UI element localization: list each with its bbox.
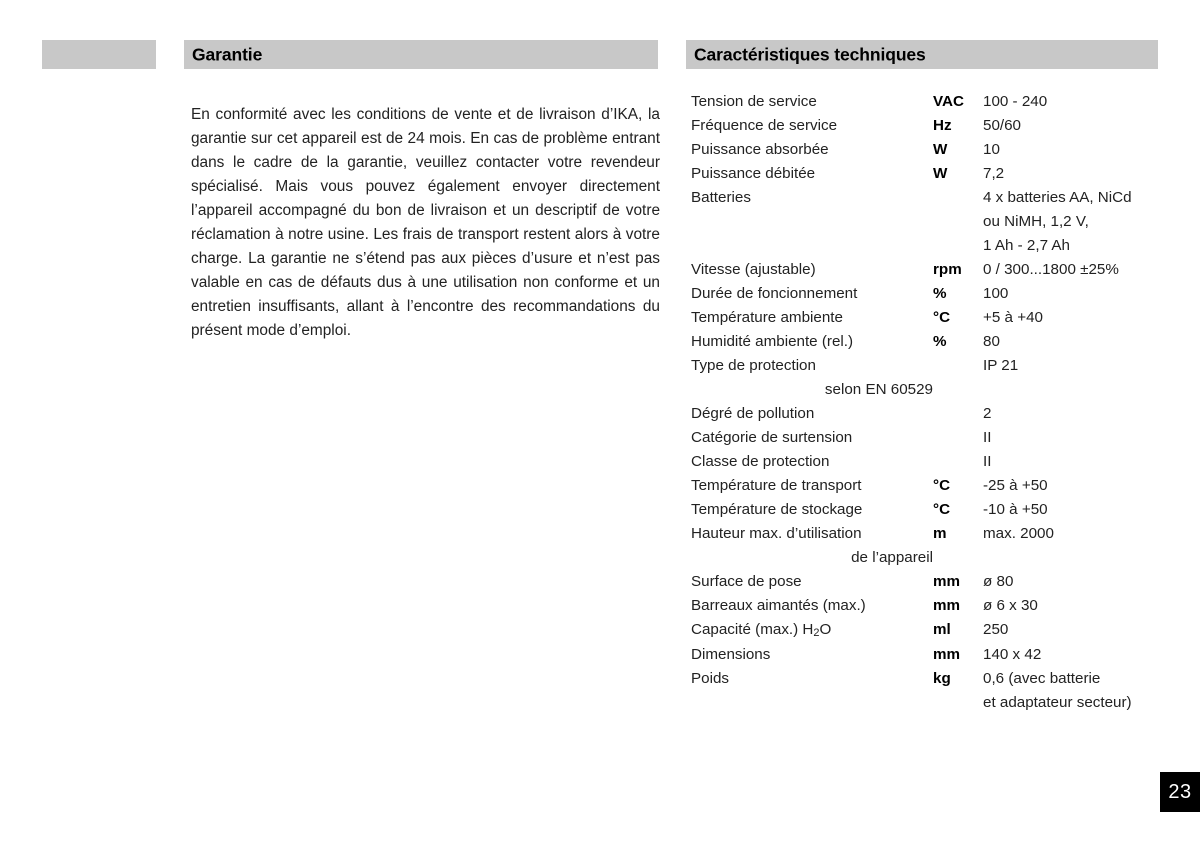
spec-label: Batteries [691, 189, 751, 206]
spec-value [983, 282, 1171, 306]
spec-unit: % [933, 285, 947, 302]
spec-value [983, 498, 1171, 522]
spec-value-line: 100 - 240 [983, 93, 1048, 110]
spec-value-line: 250 [983, 621, 1009, 638]
spec-unit: Hz [933, 117, 952, 134]
spec-unit: W [933, 165, 948, 182]
spec-unit: VAC [933, 93, 964, 110]
spec-row [691, 90, 1171, 114]
spec-row [691, 426, 1171, 450]
spec-row [691, 138, 1171, 162]
spec-value-line: ou NiMH, 1,2 V, [983, 213, 1089, 230]
spec-row [691, 378, 1171, 402]
spec-value-line: II [983, 453, 992, 470]
spec-value-line: II [983, 429, 992, 446]
spec-value-line: 0 / 300...1800 ±25% [983, 261, 1119, 278]
spec-unit: °C [933, 501, 951, 518]
spec-row [691, 402, 1171, 426]
spec-value-line: 50/60 [983, 117, 1022, 134]
spec-label: de l’appareil [851, 549, 933, 566]
warranty-body-text: En conformité avec les conditions de vente et de livraison d’IKA, la garantie sur cet appareil est de 24 mois. En cas de problème entrant dans le cadre de la garantie, veuillez contacter votre revendeur spécialisé. Mais vous pouvez également envoyer directement l’appareil accompagné du bon de livraison et un descriptif de votre réclamation à notre usine. Les frais de transport restent alors à votre charge. La garantie ne s’étend pas aux pièces d’usure et n’est pas valable en cas de défauts dus à une utilisation non conforme et un entretien insuffisants, allant à l’encontre des recommandations du présent mode d’emploi. [191, 106, 660, 340]
spec-row [691, 618, 1171, 643]
header-band-stub [42, 40, 156, 69]
spec-row [691, 186, 1171, 258]
spec-label: Dégré de pollution [691, 405, 815, 422]
spec-value-line: -25 à +50 [983, 477, 1048, 494]
spec-unit: rpm [933, 261, 962, 278]
spec-unit: m [933, 525, 947, 542]
spec-label: Tension de service [691, 93, 817, 110]
spec-value-line: 7,2 [983, 165, 1005, 182]
spec-value [983, 306, 1171, 330]
spec-value-line: 80 [983, 333, 1000, 350]
spec-value-line: ø 80 [983, 573, 1014, 590]
warranty-heading-text: Garantie [192, 44, 263, 64]
spec-row [691, 162, 1171, 186]
spec-value [983, 667, 1171, 715]
spec-label: Hauteur max. d’utilisation [691, 525, 862, 542]
spec-value [983, 522, 1171, 546]
spec-value [983, 570, 1171, 594]
spec-row [691, 330, 1171, 354]
spec-label: Catégorie de surtension [691, 429, 853, 446]
spec-value [983, 330, 1171, 354]
spec-value [983, 594, 1171, 618]
spec-label: Classe de protection [691, 453, 830, 470]
spec-row [691, 474, 1171, 498]
spec-label: Humidité ambiente (rel.) [691, 333, 854, 350]
spec-value-line: 10 [983, 141, 1000, 158]
spec-value-line: 4 x batteries AA, NiCd [983, 189, 1132, 206]
spec-label: Puissance absorbée [691, 141, 829, 158]
spec-row [691, 667, 1171, 715]
spec-label: Vitesse (ajustable) [691, 261, 816, 278]
spec-row [691, 546, 1171, 570]
spec-unit: °C [933, 309, 951, 326]
spec-value [983, 114, 1171, 138]
spec-value [983, 90, 1171, 114]
spec-value [983, 426, 1171, 450]
specifications-table [691, 90, 1171, 715]
spec-value [983, 474, 1171, 498]
spec-label: Température ambiente [691, 309, 843, 326]
spec-value [983, 258, 1171, 282]
spec-label: Type de protection [691, 357, 816, 374]
spec-value-line: ø 6 x 30 [983, 597, 1038, 614]
specs-heading-band [686, 40, 1158, 69]
spec-row [691, 258, 1171, 282]
spec-row [691, 594, 1171, 618]
spec-row [691, 570, 1171, 594]
spec-value [983, 138, 1171, 162]
spec-label: Durée de foncionnement [691, 285, 858, 302]
spec-label: Poids [691, 670, 729, 687]
spec-row [691, 643, 1171, 667]
spec-value [983, 450, 1171, 474]
spec-unit: °C [933, 477, 951, 494]
specs-heading-text: Caractéristiques techniques [694, 44, 926, 64]
spec-value-line: -10 à +50 [983, 501, 1048, 518]
spec-value [983, 402, 1171, 426]
spec-label: Fréquence de service [691, 117, 838, 134]
spec-value-line: 2 [983, 405, 992, 422]
spec-value-line: IP 21 [983, 357, 1019, 374]
spec-unit: % [933, 333, 947, 350]
spec-value [983, 186, 1171, 258]
spec-row [691, 450, 1171, 474]
spec-row [691, 306, 1171, 330]
spec-row [691, 354, 1171, 378]
spec-unit: kg [933, 670, 951, 687]
spec-value-line: 100 [983, 285, 1009, 302]
spec-unit: ml [933, 621, 951, 638]
spec-unit: mm [933, 646, 961, 663]
spec-row [691, 114, 1171, 138]
spec-value-line: et adaptateur secteur) [983, 694, 1132, 711]
spec-unit: mm [933, 597, 961, 614]
spec-value [983, 354, 1171, 378]
spec-value-line: 0,6 (avec batterie [983, 670, 1101, 687]
spec-label: Surface de pose [691, 573, 802, 590]
spec-value [983, 162, 1171, 186]
spec-row [691, 498, 1171, 522]
spec-label: selon EN 60529 [824, 381, 933, 398]
spec-row [691, 522, 1171, 546]
spec-label: Température de stockage [691, 501, 863, 518]
warranty-heading-band [184, 40, 658, 69]
spec-unit: mm [933, 573, 961, 590]
spec-label: Dimensions [691, 646, 771, 663]
spec-value-line: max. 2000 [983, 525, 1054, 542]
page-number-badge: 23 [1160, 772, 1200, 812]
spec-value-line: +5 à +40 [983, 309, 1043, 326]
spec-unit: W [933, 141, 948, 158]
spec-label: Barreaux aimantés (max.) [691, 597, 866, 614]
spec-row [691, 282, 1171, 306]
spec-value-line: 140 x 42 [983, 646, 1042, 663]
spec-value-line: 1 Ah - 2,7 Ah [983, 237, 1070, 254]
spec-value [983, 618, 1171, 642]
spec-label: Température de transport [691, 477, 862, 494]
spec-label: Capacité (max.) $H_2O$ [691, 621, 832, 639]
spec-label: Puissance débitée [691, 165, 816, 182]
spec-value [983, 643, 1171, 667]
